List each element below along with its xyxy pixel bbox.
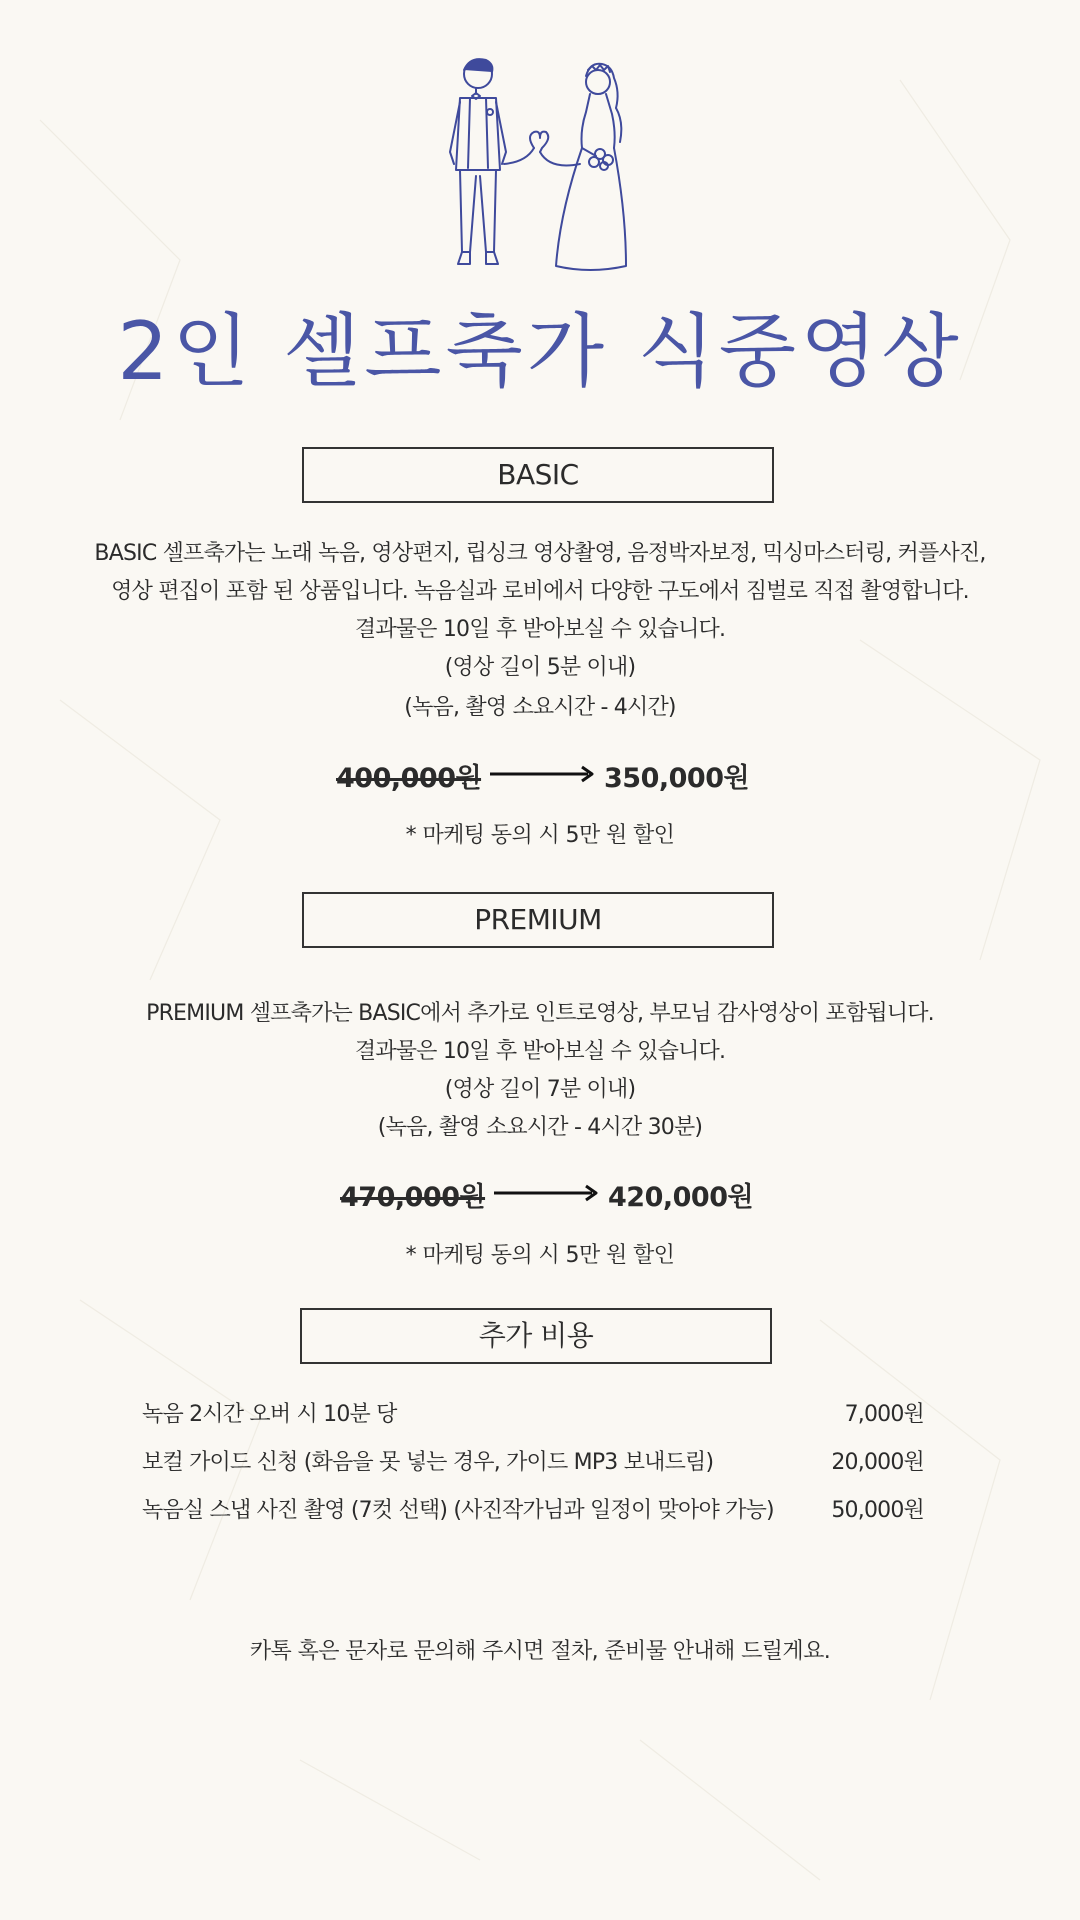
page-title: 2인 셀프축가 식중영상: [117, 305, 963, 398]
fee-row: [142, 1397, 924, 1431]
basic-description-line: (녹음, 촬영 소요시간 - 4시간): [404, 695, 676, 720]
premium-description-line: PREMIUM 셀프축가는 BASIC에서 추가로 인트로영상, 부모님 감사영상이 포함됩니다.: [146, 1001, 934, 1026]
fee-price: 50,000원: [831, 1498, 924, 1523]
premium-section-header: PREMIUM: [302, 892, 774, 948]
basic-description-line: BASIC 셀프축가는 노래 녹음, 영상편지, 립싱크 영상촬영, 음정박자보정, 믹싱마스터링, 커플사진,: [94, 541, 986, 566]
basic-description-line: 결과물은 10일 후 받아보실 수 있습니다.: [354, 617, 726, 642]
wedding-couple-icon: [430, 52, 650, 282]
fee-price: 20,000원: [831, 1450, 924, 1475]
premium-description-line: 결과물은 10일 후 받아보실 수 있습니다.: [354, 1039, 726, 1064]
basic-description-line: 영상 편집이 포함 된 상품입니다. 녹음실과 로비에서 다양한 구도에서 짐벌로 직접 촬영합니다.: [111, 579, 969, 604]
fee-label: 녹음실 스냅 사진 촬영 (7컷 선택) (사진작가님과 일정이 맞아야 가능): [142, 1498, 774, 1523]
arrow-right-icon: [492, 1183, 600, 1203]
arrow-right-icon: [488, 764, 596, 784]
premium-discount-price: 420,000원: [608, 1182, 754, 1213]
basic-description-line: (영상 길이 5분 이내): [444, 655, 636, 680]
basic-discount-price: 350,000원: [604, 763, 750, 794]
extra-cost-section-header: 추가 비용: [300, 1308, 772, 1364]
basic-price-row: [0, 756, 1080, 796]
fee-label: 보컬 가이드 신청 (화음을 못 넣는 경우, 가이드 MP3 보내드림): [142, 1450, 714, 1475]
premium-discount-note: * 마케팅 동의 시 5만 원 할인: [405, 1243, 675, 1268]
basic-section-header: BASIC: [302, 447, 774, 503]
basic-original-price: 400,000원: [336, 763, 482, 794]
premium-description-line: (녹음, 촬영 소요시간 - 4시간 30분): [377, 1115, 703, 1140]
premium-description-line: (영상 길이 7분 이내): [444, 1077, 636, 1102]
fee-row: [142, 1493, 924, 1527]
fee-row: [142, 1445, 924, 1479]
premium-original-price: 470,000원: [340, 1182, 486, 1213]
premium-price-row: [0, 1175, 1080, 1215]
contact-info-text: 카톡 혹은 문자로 문의해 주시면 절차, 준비물 안내해 드릴게요.: [249, 1639, 831, 1664]
basic-discount-note: * 마케팅 동의 시 5만 원 할인: [405, 823, 675, 848]
fee-label: 녹음 2시간 오버 시 10분 당: [142, 1402, 397, 1427]
fee-price: 7,000원: [844, 1402, 924, 1427]
